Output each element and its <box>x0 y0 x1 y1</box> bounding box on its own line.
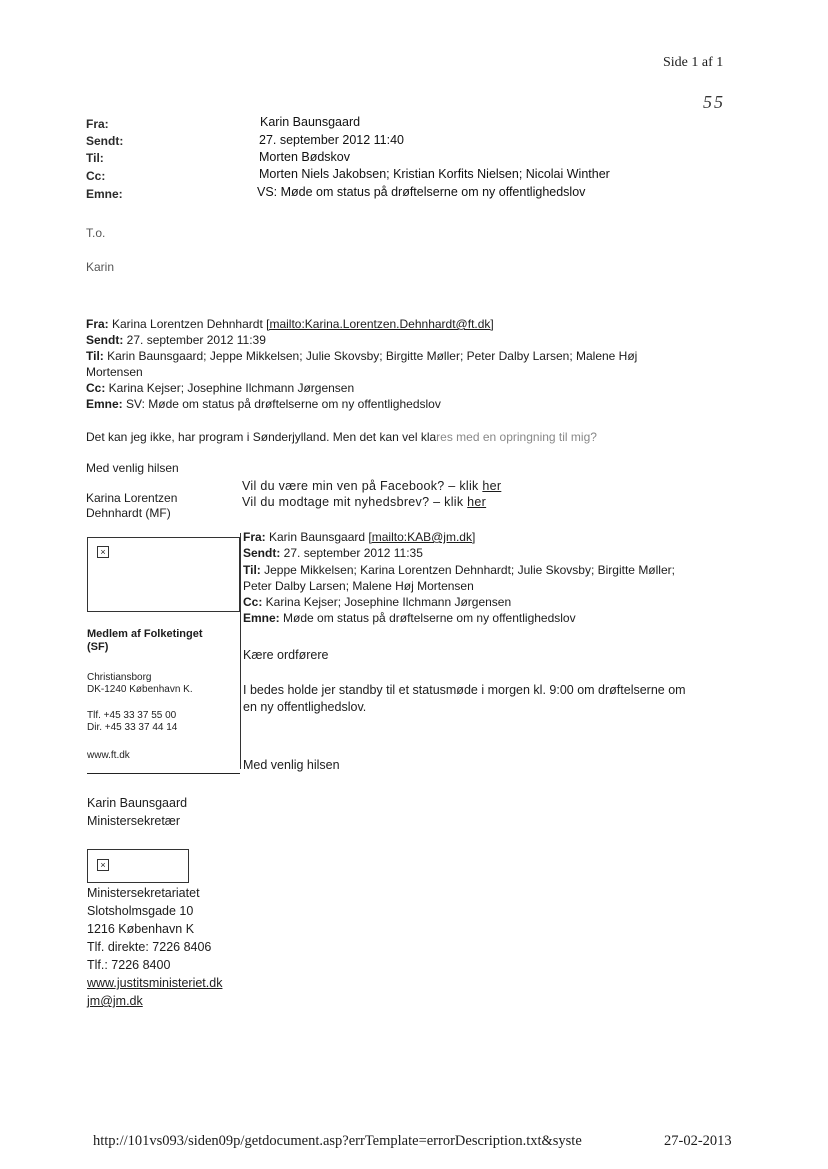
mailto-link[interactable]: [mailto:Karina.Lorentzen.Dehnhardt@ft.dk] <box>266 317 494 331</box>
sent-value: 27. september 2012 11:40 <box>259 133 405 147</box>
message-line-1: I bedes holde jer standby til et statusmøde i morgen kl. 9:00 om drøftelserne om <box>243 683 686 697</box>
sender-name-line-2: Dehnhardt (MF) <box>86 506 171 520</box>
to-line-continued: Peter Dalby Larsen; Malene Høj Mortensen <box>243 579 474 593</box>
to-line <box>86 349 637 363</box>
sent-line <box>86 333 266 347</box>
ft-website[interactable]: www.ft.dk <box>87 750 130 761</box>
sent-line <box>243 546 423 560</box>
cc-value: Morten Niels Jakobsen; Kristian Korfits Nielsen; Nicolai Winther <box>259 167 610 181</box>
to-line <box>243 563 675 577</box>
facebook-line <box>242 479 501 493</box>
cc-value: Karina Kejser; Josephine Ilchmann Jørgensen <box>262 595 512 609</box>
from-value: Karina Lorentzen Dehnhardt <box>108 317 267 331</box>
body-signature: Karin <box>86 260 115 274</box>
from-line <box>243 530 475 544</box>
jm-title: Ministersekretær <box>87 814 181 828</box>
ft-title-1: Medlem af Folketinget <box>87 628 203 640</box>
signature-image-placeholder <box>87 537 240 612</box>
page-number: Side 1 af 1 <box>663 55 724 70</box>
subject-label: Emne: <box>86 397 123 411</box>
jm-email-link[interactable]: jm@jm.dk <box>87 994 143 1008</box>
newsletter-link[interactable]: her <box>467 495 487 509</box>
cc-line <box>243 595 511 609</box>
jm-name: Karin Baunsgaard <box>87 796 188 810</box>
from-value: Karin Baunsgaard <box>265 530 369 544</box>
to-label: Til: <box>86 151 104 165</box>
ft-address-2: DK-1240 København K. <box>87 684 193 695</box>
subject-value: SV: Møde om status på drøftelserne om ny offentlighedslov <box>122 397 441 411</box>
sent-value: 27. september 2012 11:35 <box>280 546 423 560</box>
subject-label: Emne: <box>243 611 280 625</box>
to-line-continued: Mortensen <box>86 365 143 379</box>
sent-label: Sendt: <box>86 134 124 148</box>
jm-logo-placeholder <box>87 849 189 883</box>
jm-city: 1216 København K <box>87 922 195 936</box>
from-label: Fra: <box>243 530 266 544</box>
subject-line <box>243 611 576 625</box>
closing: Med venlig hilsen <box>243 758 340 772</box>
handwritten-mark: 55 <box>703 92 725 112</box>
from-label: Fra: <box>86 317 109 331</box>
jm-org: Ministersekretariatet <box>87 886 200 900</box>
jm-direct-phone: Tlf. direkte: 7226 8406 <box>87 940 212 954</box>
ft-phone: Tlf. +45 33 37 55 00 <box>87 710 177 721</box>
to-value: Karin Baunsgaard; Jeppe Mikkelsen; Julie Skovsby; Birgitte Møller; Peter Dalby Larsen; Malene Høj <box>103 349 638 363</box>
cc-label: Cc: <box>86 381 106 395</box>
to-value: Jeppe Mikkelsen; Karina Lorentzen Dehnhardt; Julie Skovsby; Birgitte Møller; <box>260 563 675 577</box>
jm-street: Slotsholmsgade 10 <box>87 904 194 918</box>
to-label: Til: <box>86 349 104 363</box>
jm-phone: Tlf.: 7226 8400 <box>87 958 171 972</box>
sender-name-line-1: Karina Lorentzen <box>86 491 178 505</box>
subject-line <box>86 397 441 411</box>
from-value: Karin Baunsgaard <box>260 115 361 129</box>
reply-text <box>86 430 597 444</box>
footer-date: 27-02-2013 <box>664 1133 732 1149</box>
message-line-2: en ny offentlighedslov. <box>243 700 367 714</box>
to-value: Morten Bødskov <box>259 150 351 164</box>
reply-text-part-a: Det kan jeg ikke, har program i Sønderjylland. Men det kan vel kla <box>86 430 437 444</box>
footer-url: http://101vs093/siden09p/getdocument.asp?errTemplate=errorDescription.txt&syste <box>93 1133 582 1149</box>
cc-line <box>86 381 354 395</box>
mailto-link[interactable]: [mailto:KAB@jm.dk] <box>368 530 476 544</box>
ft-direct-phone: Dir. +45 33 37 44 14 <box>87 722 178 733</box>
salutation: Kære ordførere <box>243 648 329 662</box>
cc-label: Cc: <box>86 169 106 183</box>
reply-text-part-b: res med en opringning til mig? <box>436 430 597 444</box>
newsletter-text: Vil du modtage mit nyhedsbrev? – klik <box>242 495 468 509</box>
greeting: Med venlig hilsen <box>86 461 179 475</box>
jm-website-link[interactable]: www.justitsministeriet.dk <box>87 976 223 990</box>
body-text: T.o. <box>86 226 106 240</box>
to-label: Til: <box>243 563 261 577</box>
broken-image-icon: × <box>97 546 109 558</box>
cc-value: Karina Kejser; Josephine Ilchmann Jørgensen <box>105 381 355 395</box>
facebook-text: Vil du være min ven på Facebook? – klik <box>242 479 483 493</box>
cc-label: Cc: <box>243 595 263 609</box>
sent-label: Sendt: <box>86 333 124 347</box>
ft-address-1: Christiansborg <box>87 672 152 683</box>
sent-value: 27. september 2012 11:39 <box>123 333 266 347</box>
from-label: Fra: <box>86 117 109 131</box>
signature-divider <box>87 773 240 774</box>
from-line <box>86 317 494 331</box>
ft-title-2: (SF) <box>87 641 109 653</box>
quote-divider <box>240 533 241 769</box>
broken-image-icon: × <box>97 859 109 871</box>
sent-label: Sendt: <box>243 546 281 560</box>
newsletter-line <box>242 495 486 509</box>
subject-value: VS: Møde om status på drøftelserne om ny offentlighedslov <box>257 185 586 199</box>
facebook-link[interactable]: her <box>482 479 502 493</box>
subject-label: Emne: <box>86 187 123 201</box>
subject-value: Møde om status på drøftelserne om ny offentlighedslov <box>279 611 576 625</box>
